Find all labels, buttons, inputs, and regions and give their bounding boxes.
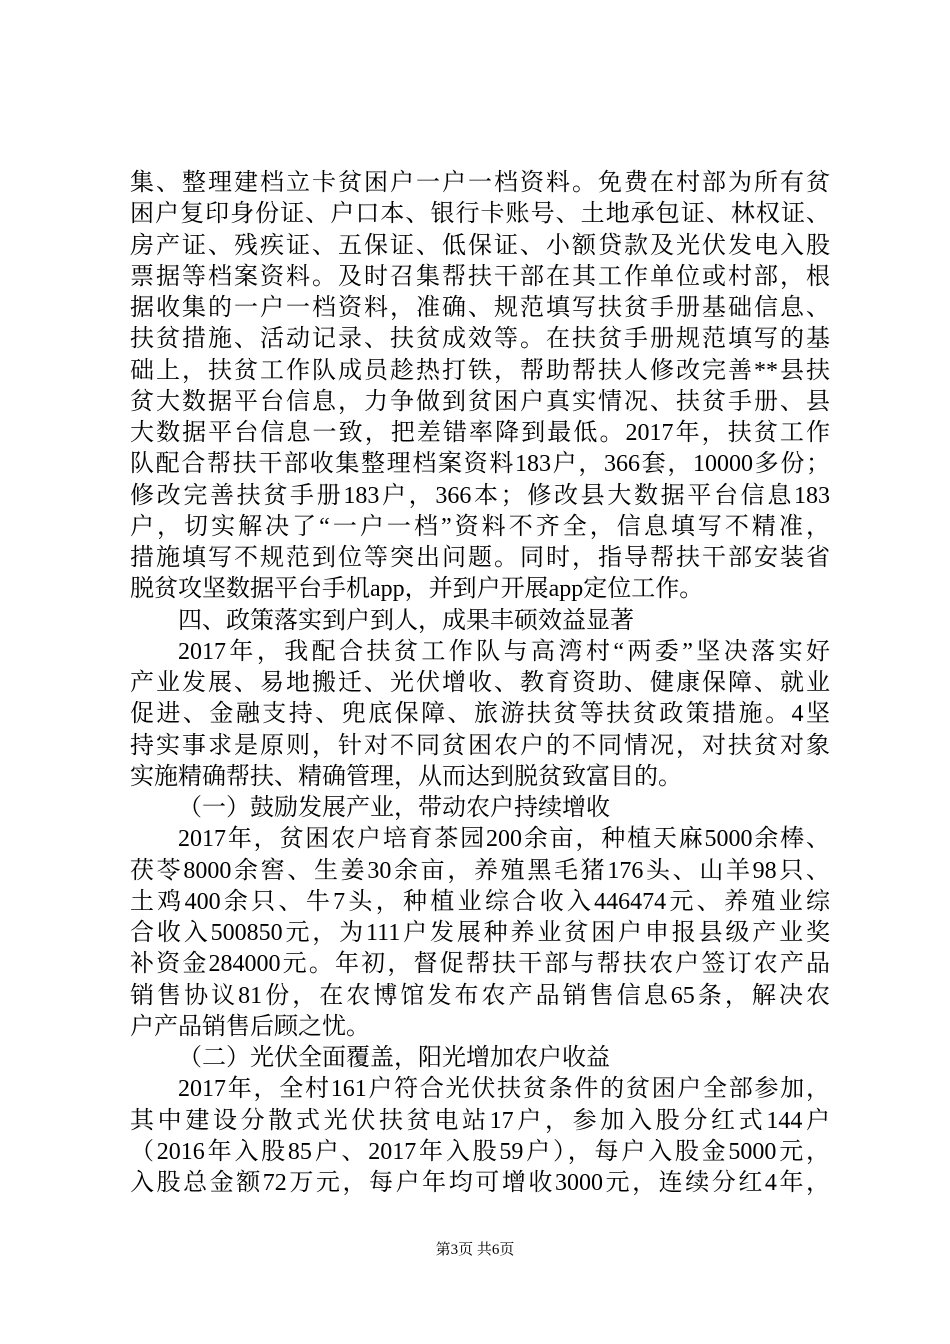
body-line: 扶贫措施、活动记录、扶贫成效等。在扶贫手册规范填写的基 (130, 326, 830, 353)
body-line: 土鸡400余只、牛7头，种植业综合收入446474元、养殖业综 (130, 888, 830, 915)
section-heading-policy (130, 606, 830, 637)
body-line: 户，切实解决了“一户一档”资料不齐全，信息填写不精准， (130, 513, 830, 540)
subsection-heading-photovoltaic (130, 1043, 830, 1074)
body-line: 其中建设分散式光伏扶贫电站17户，参加入股分红式144户 (130, 1107, 830, 1134)
page-number-footer: 第3页 共6页 (435, 1242, 515, 1258)
body-line: 据收集的一户一档资料，准确、规范填写扶贫手册基础信息、 (130, 295, 830, 321)
body-line: 促进、金融支持、兜底保障、旅游扶贫等扶贫政策措施。4坚 (130, 701, 830, 728)
body-line: 销售协议81份，在农博馆发布农产品销售信息65条，解决农 (130, 982, 830, 1009)
body-line: 大数据平台信息一致，把差错率降到最低。2017年，扶贫工作 (130, 420, 830, 446)
paragraph-policy (130, 637, 830, 793)
subsection-heading-line: （一）鼓励发展产业，带动农户持续增收 (178, 795, 610, 821)
subsection-heading-line: （二）光伏全面覆盖，阳光增加农户收益 (178, 1045, 610, 1071)
body-line: 础上，扶贫工作队成员趁热打铁，帮助帮扶人修改完善**县扶 (130, 357, 830, 384)
paragraph-industry (130, 824, 830, 1043)
body-line: 措施填写不规范到位等突出问题。同时，指导帮扶干部安装省 (130, 545, 830, 571)
body-line: 脱贫攻坚数据平台手机app，并到户开展app定位工作。 (130, 576, 704, 603)
body-line: 贫大数据平台信息，力争做到贫困户真实情况、扶贫手册、县 (130, 388, 830, 415)
body-line: 补资金284000元。年初，督促帮扶干部与帮扶农户签订农产品 (130, 951, 830, 978)
body-line: 实施精确帮扶、精确管理，从而达到脱贫致富目的。 (130, 763, 682, 790)
body-line: （2016年入股85户、2017年入股59户），每户入股金5000元， (130, 1138, 830, 1165)
body-line: 持实事求是原则，针对不同贫困农户的不同情况，对扶贫对象 (130, 732, 830, 759)
paragraph-archive-work (130, 168, 830, 606)
paragraph-photovoltaic (130, 1074, 830, 1199)
body-line: 合收入500850元，为111户发展种养业贫困户申报县级产业奖 (130, 920, 830, 946)
body-line: 产业发展、易地搬迁、光伏增收、教育资助、健康保障、就业 (130, 670, 830, 696)
body-line: 集、整理建档立卡贫困户一户一档资料。免费在村部为所有贫 (130, 170, 830, 196)
body-line: 票据等档案资料。及时召集帮扶干部在其工作单位或村部，根 (130, 263, 830, 290)
body-line: 房产证、残疾证、五保证、低保证、小额贷款及光伏发电入股 (130, 232, 830, 259)
body-line: 户产品销售后顾之忧。 (130, 1013, 370, 1040)
body-line: 2017年，我配合扶贫工作队与高湾村“两委”坚决落实好 (178, 638, 830, 665)
body-line: 茯苓8000余窖、生姜30余亩，养殖黑毛猪176头、山羊98只、 (130, 857, 830, 884)
subsection-heading-industry (130, 793, 830, 824)
body-line: 入股总金额72万元，每户年均可增收3000元，连续分红4年， (130, 1170, 830, 1196)
body-line: 队配合帮扶干部收集整理档案资料183户，366套，10000多份； (130, 451, 830, 478)
body-line: 修改完善扶贫手册183户，366本；修改县大数据平台信息183 (130, 482, 830, 509)
document-body (130, 168, 830, 1199)
body-line: 2017年，全村161户符合光伏扶贫条件的贫困户全部参加， (178, 1076, 830, 1103)
section-heading-line: 四、政策落实到户到人，成果丰硕效益显著 (178, 607, 634, 634)
body-line: 2017年，贫困农户培育茶园200余亩，种植天麻5000余棒、 (178, 826, 830, 853)
body-line: 困户复印身份证、户口本、银行卡账号、土地承包证、林权证、 (130, 201, 830, 228)
